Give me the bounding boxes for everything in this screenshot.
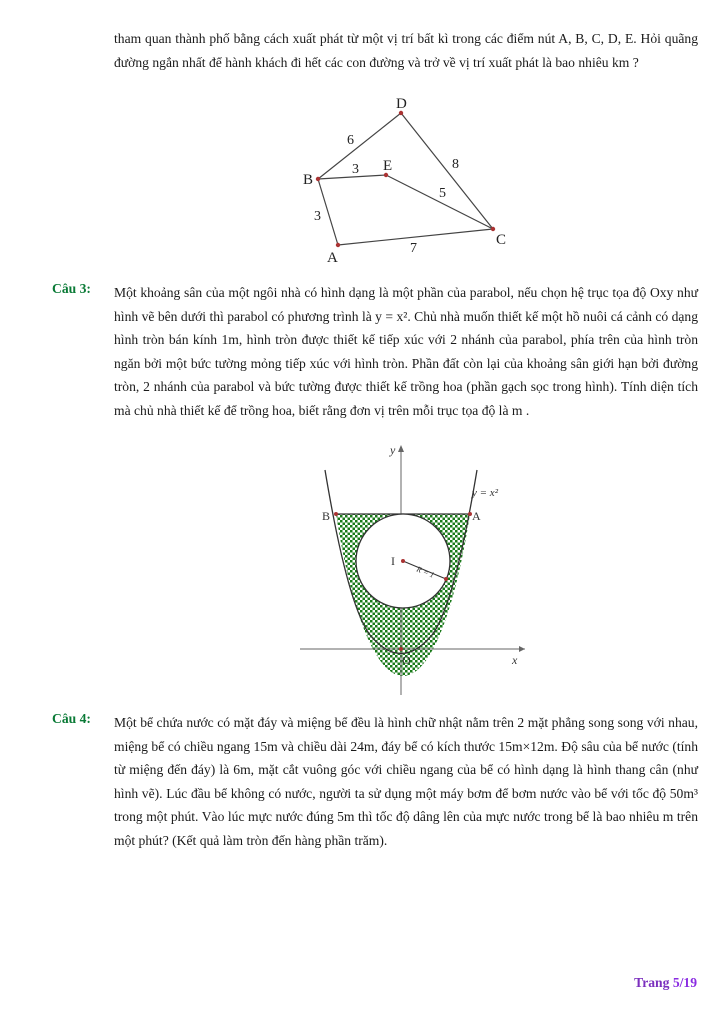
tangent-dot bbox=[444, 577, 448, 581]
y-axis-arrow-icon bbox=[398, 445, 404, 452]
problem4-text: Một bể chứa nước có mặt đáy và miệng bể đều là hình chữ nhật nằm trên 2 mặt phẳng song song với nhau, miệng bể có chiều ngang 15m và chiều dài 24m, đáy bể có kích thước 15m×12m. Độ sâu của bể nước (tính từ miệng đến đáy) là 6m, mặt cắt vuông góc với chiều ngang của bể có hình dạng là hình thang cân (như hình vẽ). Lúc đầu bể không có nước, người ta sử dụng một máy bơm để bơm nước vào bể với tốc độ 50m³ trong một phút. Vào lúc mực nước đúng 5m thì tốc độ dâng lên của mực nước trong bể là bao nhiêu m trên một phút? (Kết quả làm tròn đến hàng phần trăm). bbox=[114, 715, 698, 848]
radius-label: R = 1 bbox=[415, 564, 436, 580]
x-axis-label: x bbox=[512, 653, 518, 667]
node-B-dot bbox=[316, 177, 320, 181]
edge-DC-weight: 8 bbox=[452, 157, 459, 172]
problem2-tail-text: tham quan thành phố bằng cách xuất phát từ một vị trí bất kì trong các điểm nút A, B, C, D, E. Hỏi quãng đường ngắn nhất để hành khách đi hết các con đường và trở về vị trí xuất phát là bao nhiêu km ? bbox=[114, 31, 698, 70]
problem3-text: Một khoảng sân của một ngôi nhà có hình dạng là một phần của parabol, nếu chọn hệ trục tọa độ Oxy như hình vẽ bên dưới thì parabol có phương trình là y = x². Chủ nhà muốn thiết kế một hồ nuôi cá cảnh có dạng hình tròn bán kính 1m, hình tròn được thiết kế tiếp xúc với 2 nhánh của parabol, phía trên của hình tròn ngăn bởi một bức tường mỏng tiếp xúc với hình tròn. Phần đất còn lại của khoảng sân giới hạn bởi đường tròn, 2 nhánh của parabol và bức tường được thiết kế trồng hoa (phần gạch sọc trong hình). Tính diện tích mà chủ nhà thiết kế để trồng hoa, biết rằng đơn vị trên mỗi trục tọa độ là m . bbox=[114, 285, 698, 418]
origin-label: O bbox=[402, 653, 411, 667]
center-dot bbox=[401, 559, 405, 563]
problem4-label: Câu 4: bbox=[52, 711, 91, 726]
page-footer bbox=[634, 975, 697, 991]
edge-BE-weight: 3 bbox=[352, 162, 359, 177]
y-axis-label: y bbox=[390, 443, 396, 457]
node-C-dot bbox=[491, 227, 495, 231]
edge-AC-weight: 7 bbox=[410, 241, 417, 256]
node-A-dot bbox=[336, 243, 340, 247]
edge-BD-weight: 6 bbox=[347, 133, 354, 148]
curve-label: y = x² bbox=[472, 487, 498, 499]
x-axis-arrow-icon bbox=[519, 646, 525, 652]
edge-BA-weight: 3 bbox=[314, 209, 321, 224]
node-D-label: D bbox=[396, 96, 407, 112]
origin-dot bbox=[399, 647, 403, 651]
node-B-label: B bbox=[303, 172, 314, 188]
edge-D-C bbox=[401, 113, 493, 229]
city-graph-figure bbox=[290, 92, 520, 270]
point-A-label: A bbox=[472, 509, 481, 523]
center-label: I bbox=[391, 554, 395, 568]
node-C-label: C bbox=[496, 232, 507, 248]
problem3-label: Câu 3: bbox=[52, 281, 91, 296]
point-B-label: B bbox=[322, 509, 331, 523]
edge-E-C bbox=[386, 175, 493, 229]
footer-prefix: Trang bbox=[634, 975, 670, 990]
node-E-label: E bbox=[383, 158, 393, 174]
edge-EC-weight: 5 bbox=[439, 186, 446, 201]
node-A-label: A bbox=[327, 250, 338, 266]
point-B-dot bbox=[334, 512, 338, 516]
parabola-figure bbox=[300, 440, 540, 698]
edge-B-A bbox=[318, 179, 338, 245]
page-number: 5/19 bbox=[672, 975, 697, 990]
